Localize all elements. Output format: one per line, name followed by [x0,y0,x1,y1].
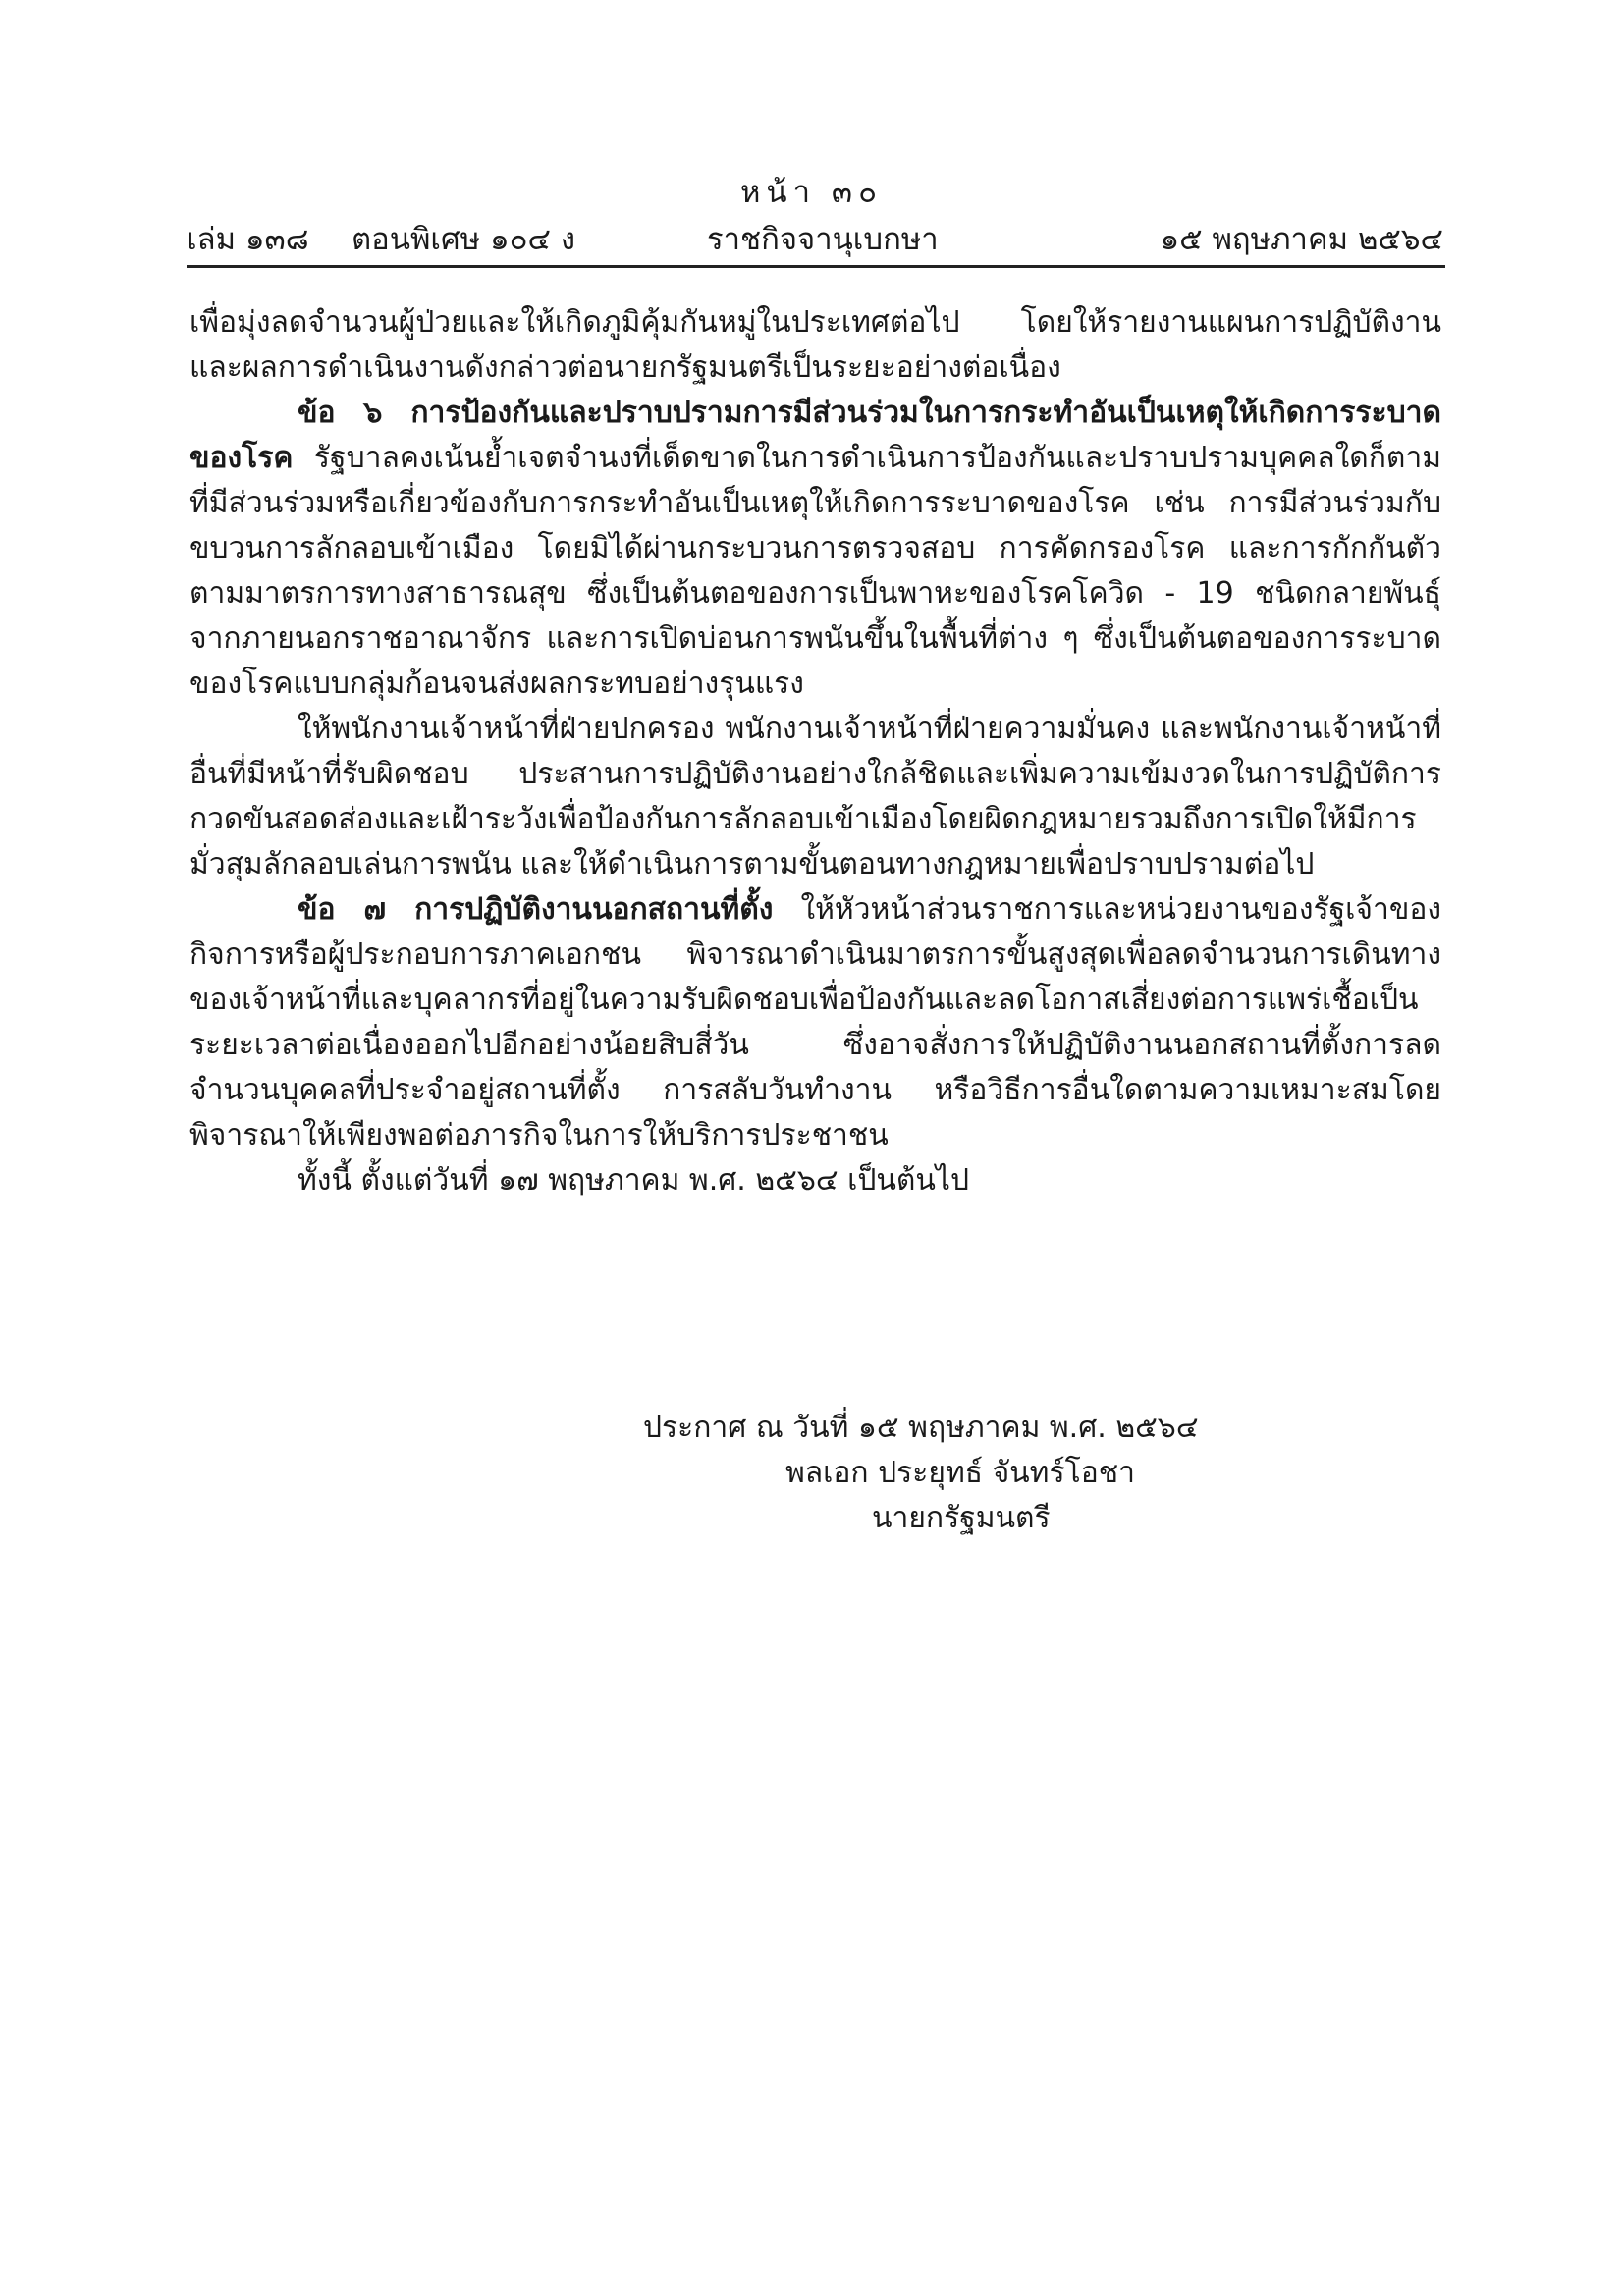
header-rule [187,265,1445,268]
paragraph-continuation: เพื่อมุ่งลดจำนวนผู้ป่วยและให้เกิดภูมิคุ้มกันหมู่ในประเทศต่อไป โดยให้รายงานแผนการปฏิบัติงานและผลการดำเนินงานดังกล่าวต่อนายกรัฐมนตรีเป็นระยะอย่างต่อเนื่อง [189,305,1441,385]
publication-date: ๑๕ พฤษภาคม ๒๕๖๔ [1160,222,1443,257]
clause-7-text: ให้หัวหน้าส่วนราชการและหน่วยงานของรัฐเจ้าของกิจการหรือผู้ประกอบการภาคเอกชน พิจารณาดำเนินมาตรการขั้นสูงสุดเพื่อลดจำนวนการเดินทางของเจ้าหน้าที่และบุคลากรที่อยู่ในความรับผิดชอบเพื่อป้องกันและลดโอกาสเสี่ยงต่อการแพร่เชื้อเป็นระยะเวลาต่อเนื่องออกไปอีกอย่างน้อยสิบสี่วัน ซึ่งอาจสั่งการให้ปฏิบัติงานนอกสถานที่ตั้งการลดจำนวนบุคคลที่ประจำอยู่สถานที่ตั้ง การสลับวันทำงาน หรือวิธีการอื่นใดตามความเหมาะสมโดยพิจารณาให้เพียงพอต่อภารกิจในการให้บริการประชาชน [189,892,1441,1152]
clause-6 [189,391,1441,707]
volume-label: เล่ม ๑๓๘ [187,222,309,257]
document-header [187,214,1443,257]
clause-6-text: รัฐบาลคงเน้นย้ำเจตจำนงที่เด็ดขาดในการดำเนินการป้องกันและปราบปรามบุคคลใดก็ตามที่มีส่วนร่วมหรือเกี่ยวข้องกับการกระทำอันเป็นเหตุให้เกิดการระบาดของโรค เช่น การมีส่วนร่วมกับขบวนการลักลอบเข้าเมือง โดยมิได้ผ่านกระบวนการตรวจสอบ การคัดกรองโรค และการกักกันตัวตามมาตรการทางสาธารณสุข ซึ่งเป็นต้นตอของการเป็นพาหะของโรคโควิด - 19 ชนิดกลายพันธุ์จากภายนอกราชอาณาจักร และการเปิดบ่อนการพนันขึ้นในพื้นที่ต่าง ๆ ซึ่งเป็นต้นตอของการระบาดของโรคแบบกลุ่มก้อนจนส่งผลกระทบอย่างรุนแรง [189,441,1441,701]
announcement-date: ประกาศ ณ วันที่ ๑๕ พฤษภาคม พ.ศ. ๒๕๖๔ [643,1411,1199,1445]
clause-7-heading: ข้อ ๗ การปฏิบัติงานนอกสถานที่ตั้ง [298,892,774,927]
clause-7 [189,887,1441,1158]
issue-label: ตอนพิเศษ ๑๐๔ ง [352,222,575,257]
page-number: หน้า ๓๐ [740,175,883,210]
journal-name: ราชกิจจานุเบกษา [707,222,939,257]
signatory-name: พลเอก ประยุทธ์ จันทร์โอชา [785,1456,1135,1490]
signatory-title: นายกรัฐมนตรี [872,1501,1051,1535]
document-body [189,300,1441,1203]
clause-6-heading: ข้อ ๖ การป้องกันและปราบปรามการมีส่วนร่วมในการกระทำอันเป็นเหตุให้เกิดการระบาดของโรค [189,396,1441,475]
effective-date: ทั้งนี้ ตั้งแต่วันที่ ๑๗ พฤษภาคม พ.ศ. ๒๕๖๔ เป็นต้นไป [298,1163,970,1198]
clause-6-directive: ให้พนักงานเจ้าหน้าที่ฝ่ายปกครอง พนักงานเจ้าหน้าที่ฝ่ายความมั่นคง และพนักงานเจ้าหน้าที่อื่นที่มีหน้าที่รับผิดชอบ ประสานการปฏิบัติงานอย่างใกล้ชิดและเพิ่มความเข้มงวดในการปฏิบัติการกวดขันสอดส่องและเฝ้าระวังเพื่อป้องกันการลักลอบเข้าเมืองโดยผิดกฎหมายรวมถึงการเปิดให้มีการมั่วสุมลักลอบเล่นการพนัน และให้ดำเนินการตามขั้นตอนทางกฎหมายเพื่อปราบปรามต่อไป [189,712,1441,881]
